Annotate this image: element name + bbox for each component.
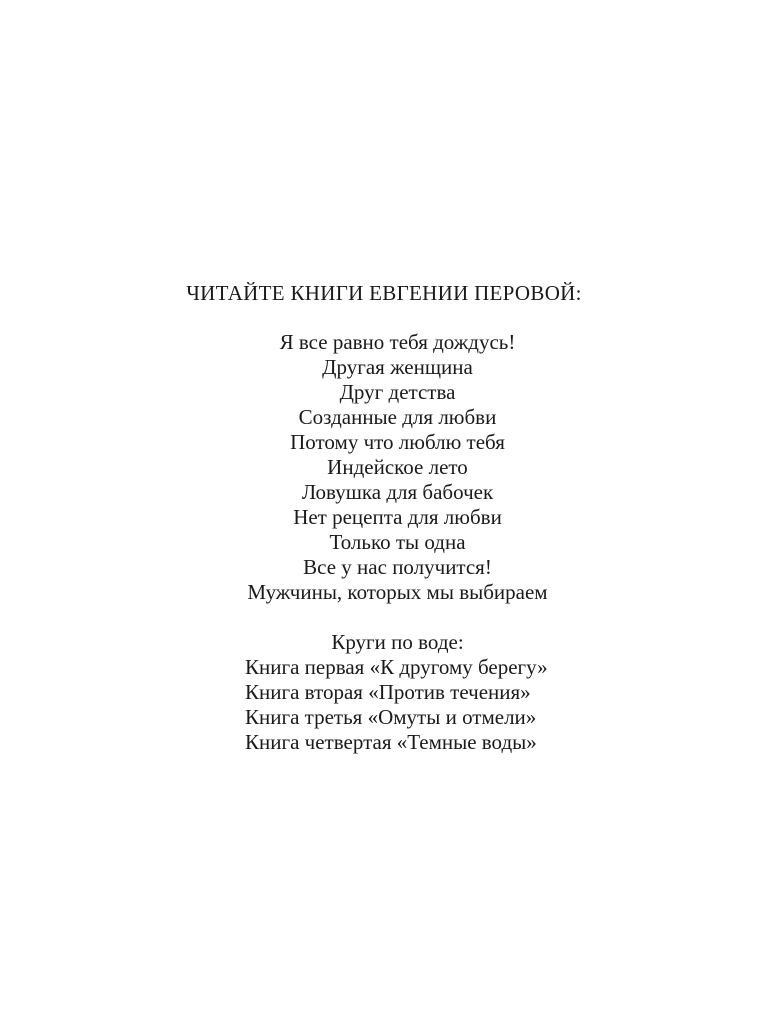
book-title: Ловушка для бабочек [301, 480, 494, 504]
series-book-title: Книга третья «Омуты и отмели» [245, 705, 537, 729]
book-title: Все у нас получится! [303, 555, 492, 579]
series-book-title: Книга четвертая «Темные воды» [245, 730, 537, 754]
series-book-title: Книга первая «К другому берегу» [245, 655, 548, 679]
book-title: Другая женщина [322, 355, 473, 379]
series-book-list [245, 655, 548, 755]
book-title: Нет рецепта для любви [293, 505, 502, 529]
page-heading: ЧИТАЙТЕ КНИГИ ЕВГЕНИИ ПЕРОВОЙ: [186, 281, 582, 305]
book-title: Только ты одна [329, 530, 466, 554]
book-title: Мужчины, которых мы выбираем [247, 580, 548, 604]
series-book-title: Книга вторая «Против течения» [245, 680, 531, 704]
book-title: Индейское лето [327, 455, 468, 479]
book-title: Я все равно тебя дождусь! [279, 330, 516, 354]
book-title: Созданные для любви [298, 405, 497, 429]
book-title: Друг детства [339, 380, 456, 404]
book-list [0, 330, 768, 605]
series-title: Круги по воде: [331, 630, 464, 654]
book-title: Потому что люблю тебя [290, 430, 505, 454]
